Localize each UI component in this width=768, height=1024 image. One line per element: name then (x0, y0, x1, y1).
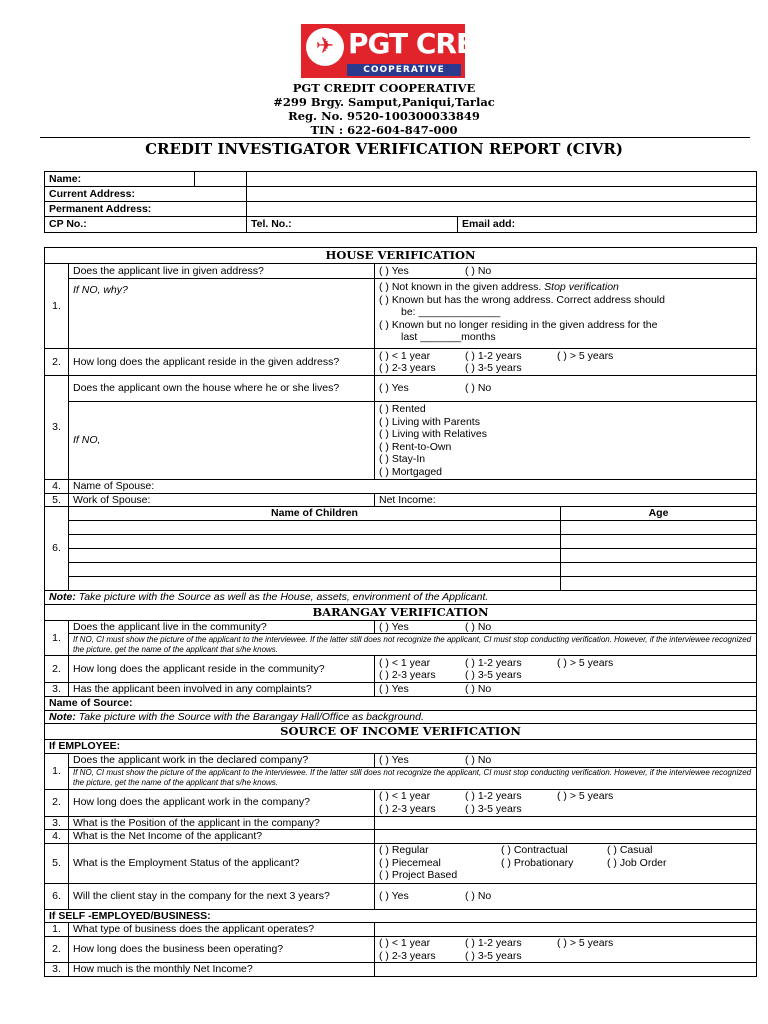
row-number: 6. (45, 507, 69, 591)
opt-job-order[interactable]: ( ) Job Order (607, 856, 667, 869)
position-field[interactable] (375, 816, 757, 830)
row-number: 1. (45, 923, 69, 937)
no-option[interactable]: ( ) No (465, 620, 492, 633)
if-no-label: If NO, (69, 402, 375, 480)
reason-wrong-address[interactable]: ( ) Known but has the wrong address. Correct address should (379, 293, 665, 306)
correct-address-blank[interactable]: be: ______________ (401, 306, 501, 318)
opt-less-1[interactable]: ( ) < 1 year (379, 937, 431, 949)
opt-more-5[interactable]: ( ) > 5 years (557, 790, 614, 802)
child-name-field[interactable] (69, 521, 561, 535)
barangay-q1-note: If NO, CI must show the picture of the applicant to the interviewee. If the latter still does not recognize the applicant, CI must stop conducting verification. However, if the interviewee recognized the picture, get the name of the applicant that s/he knows. (69, 634, 757, 656)
opt-piecemeal[interactable]: ( ) Piecemeal (379, 856, 441, 869)
reason-not-known[interactable]: ( ) Not known in the given address. (379, 281, 542, 293)
self-employed-label: If SELF -EMPLOYED/BUSINESS: (45, 909, 757, 923)
house-section-title: HOUSE VERIFICATION (45, 248, 757, 264)
child-name-field[interactable] (69, 535, 561, 549)
no-option[interactable]: ( ) No (465, 889, 492, 902)
note-text: Take picture with the Source as well as the House, assets, environment of the Applicant. (78, 591, 489, 603)
opt-more-5[interactable]: ( ) > 5 years (557, 937, 614, 949)
opt-more-5[interactable]: ( ) > 5 years (557, 349, 614, 362)
header-divider (40, 137, 750, 138)
note-label: Note: (49, 591, 76, 603)
employee-q2-options[interactable] (375, 789, 757, 816)
spouse-name-field[interactable]: Name of Spouse: (69, 480, 757, 494)
months-blank[interactable]: last _______months (401, 331, 496, 343)
row-number: 3. (45, 963, 69, 977)
reason-no-longer-residing[interactable]: ( ) Known but no longer residing in the given address for the (379, 318, 658, 331)
employee-q4: What is the Net Income of the applicant? (69, 830, 375, 844)
employee-q6: Will the client stay in the company for the next 3 years? (69, 883, 375, 909)
row-number: 3. (45, 816, 69, 830)
row-number: 5. (45, 493, 69, 507)
if-no-why: If NO, why? (69, 279, 375, 349)
row-number: 3. (45, 376, 69, 480)
permanent-address-field[interactable] (247, 202, 757, 217)
name-label: Name: (45, 172, 195, 187)
logo-subtext: COOPERATIVE (347, 64, 461, 76)
employee-q1: Does the applicant work in the declared company? (69, 753, 375, 767)
yes-option[interactable]: ( ) Yes (379, 620, 409, 633)
row-number: 4. (45, 480, 69, 494)
business-q1: What type of business does the applicant operates? (69, 923, 375, 937)
business-q2-options[interactable] (375, 937, 757, 963)
house-q3: Does the applicant own the house where he or she lives? (69, 376, 375, 402)
note-text: Take picture with the Source with the Barangay Hall/Office as background. (78, 710, 424, 723)
note-label: Note: (49, 710, 76, 723)
current-address-label: Current Address: (45, 187, 247, 202)
child-name-field[interactable] (69, 563, 561, 577)
barangay-q1-options[interactable] (375, 620, 757, 634)
opt-contractual[interactable]: ( ) Contractual (501, 844, 568, 857)
row-number: 5. (45, 843, 69, 883)
row-number: 1. (45, 753, 69, 789)
opt-rented[interactable]: ( ) Rented (379, 403, 426, 415)
opt-casual[interactable]: ( ) Casual (607, 844, 653, 857)
verification-table (44, 247, 757, 977)
row-number: 2. (45, 349, 69, 376)
employment-status-options[interactable] (375, 843, 757, 883)
business-q3: How much is the monthly Net Income? (69, 963, 375, 977)
no-option[interactable]: ( ) No (465, 382, 492, 395)
child-name-field[interactable] (69, 549, 561, 563)
opt-2-3[interactable]: ( ) 2-3 years (379, 362, 436, 374)
yes-option[interactable]: ( ) Yes (379, 889, 409, 902)
opt-stay-in[interactable]: ( ) Stay-In (379, 453, 426, 465)
opt-3-5[interactable]: ( ) 3-5 years (465, 802, 522, 815)
opt-less-1[interactable]: ( ) < 1 year (379, 790, 431, 802)
row-number: 2. (45, 656, 69, 683)
house-q1-reasons[interactable] (375, 279, 757, 349)
row-number: 1. (45, 264, 69, 349)
no-option[interactable]: ( ) No (465, 264, 492, 277)
row-number: 1. (45, 620, 69, 656)
barangay-q1: Does the applicant live in the community? (69, 620, 375, 634)
opt-1-2[interactable]: ( ) 1-2 years (465, 790, 522, 802)
employee-label: If EMPLOYEE: (45, 740, 757, 754)
child-age-field[interactable] (561, 535, 757, 549)
opt-probationary[interactable]: ( ) Probationary (501, 856, 574, 869)
house-q1-options[interactable] (375, 264, 757, 279)
logo-text: PGT CREDIT (348, 27, 524, 60)
house-q3-reasons[interactable] (375, 402, 757, 480)
applicant-info-table (44, 171, 757, 233)
employee-q5: What is the Employment Status of the applicant? (69, 843, 375, 883)
opt-1-2[interactable]: ( ) 1-2 years (465, 656, 522, 669)
employee-q1-options[interactable] (375, 753, 757, 767)
barangay-q3-options[interactable] (375, 683, 757, 697)
business-q2: How long does the business been operating? (69, 937, 375, 963)
source-name-field[interactable]: Name of Source: (45, 697, 757, 711)
row-number: 2. (45, 789, 69, 816)
child-age-field[interactable] (561, 521, 757, 535)
opt-3-5[interactable]: ( ) 3-5 years (465, 669, 522, 681)
house-q1: Does the applicant live in given address? (69, 264, 375, 279)
stop-verification-note: Stop verification (544, 281, 619, 293)
tel-no-field[interactable]: Tel. No.: (247, 217, 458, 233)
row-number: 3. (45, 683, 69, 697)
barangay-section-title: BARANGAY VERIFICATION (45, 604, 757, 620)
opt-2-3[interactable]: ( ) 2-3 years (379, 802, 436, 815)
house-note (45, 591, 757, 605)
spouse-work-field[interactable]: Work of Spouse: (69, 493, 375, 507)
income-section-title: SOURCE OF INCOME VERIFICATION (45, 724, 757, 740)
yes-option[interactable]: ( ) Yes (379, 683, 409, 696)
net-income-answer-field[interactable] (375, 830, 757, 844)
opt-mortgaged[interactable]: ( ) Mortgaged (379, 465, 443, 478)
no-option[interactable]: ( ) No (465, 683, 492, 696)
house-q2: How long does the applicant reside in the given address? (69, 349, 375, 376)
row-number: 4. (45, 830, 69, 844)
employee-q3: What is the Position of the applicant in the company? (69, 816, 375, 830)
org-tin: TIN : 622-604-847-000 (310, 123, 458, 137)
child-age-field[interactable] (561, 577, 757, 591)
current-address-field[interactable] (247, 187, 757, 202)
org-address: #299 Brgy. Samput,Paniqui,Tarlac (273, 95, 495, 109)
net-income-field[interactable]: Net Income: (375, 493, 757, 507)
opt-3-5[interactable]: ( ) 3-5 years (465, 949, 522, 962)
org-reg-no: Reg. No. 9520-100300033849 (288, 109, 480, 123)
house-q2-options[interactable] (375, 349, 757, 376)
no-option[interactable]: ( ) No (465, 753, 492, 766)
opt-living-relatives[interactable]: ( ) Living with Relatives (379, 428, 487, 440)
employee-q1-note: If NO, CI must show the picture of the applicant to the interviewee. If the latter still does not recognize the applicant, CI must stop conducting verification. However, if the interviewee recognized the picture, get the name of the applicant that s/he knows. (69, 767, 757, 789)
opt-less-1[interactable]: ( ) < 1 year (379, 349, 431, 362)
barangay-q3: Has the applicant been involved in any complaints? (69, 683, 375, 697)
opt-1-2[interactable]: ( ) 1-2 years (465, 349, 522, 362)
opt-regular[interactable]: ( ) Regular (379, 844, 429, 857)
yes-option[interactable]: ( ) Yes (379, 382, 409, 395)
cp-no-field[interactable]: CP No.: (45, 217, 247, 233)
opt-project-based[interactable]: ( ) Project Based (379, 869, 458, 882)
opt-1-2[interactable]: ( ) 1-2 years (465, 937, 522, 949)
opt-living-parents[interactable]: ( ) Living with Parents (379, 415, 480, 428)
opt-2-3[interactable]: ( ) 2-3 years (379, 949, 436, 962)
row-number: 6. (45, 883, 69, 909)
child-age-field[interactable] (561, 549, 757, 563)
employee-q6-options[interactable] (375, 883, 757, 909)
child-name-field[interactable] (69, 577, 561, 591)
children-header: Name of Children (69, 507, 561, 521)
house-q3-options[interactable] (375, 376, 757, 402)
email-field[interactable]: Email add: (458, 217, 757, 233)
age-header: Age (561, 507, 757, 521)
org-name: PGT CREDIT COOPERATIVE (292, 81, 476, 95)
filler (195, 172, 247, 187)
employee-q2: How long does the applicant work in the company? (69, 789, 375, 816)
yes-option[interactable]: ( ) Yes (379, 753, 409, 766)
name-field[interactable] (247, 172, 757, 187)
child-age-field[interactable] (561, 563, 757, 577)
opt-more-5[interactable]: ( ) > 5 years (557, 656, 614, 669)
yes-option[interactable]: ( ) Yes (379, 264, 409, 277)
business-type-field[interactable] (375, 923, 757, 937)
opt-less-1[interactable]: ( ) < 1 year (379, 656, 431, 669)
opt-rent-to-own[interactable]: ( ) Rent-to-Own (379, 440, 452, 453)
barangay-q2: How long does the applicant reside in the community? (69, 656, 375, 683)
barangay-note (45, 710, 757, 724)
opt-3-5[interactable]: ( ) 3-5 years (465, 362, 522, 374)
monthly-income-field[interactable] (375, 963, 757, 977)
permanent-address-label: Permanent Address: (45, 202, 247, 217)
row-number: 2. (45, 937, 69, 963)
document-title: CREDIT INVESTIGATOR VERIFICATION REPORT (CIVR) (145, 140, 623, 158)
opt-2-3[interactable]: ( ) 2-3 years (379, 669, 436, 681)
logo-emblem-icon: ✈ (306, 28, 344, 66)
pgt-credit-logo (301, 24, 524, 78)
barangay-q2-options[interactable] (375, 656, 757, 683)
